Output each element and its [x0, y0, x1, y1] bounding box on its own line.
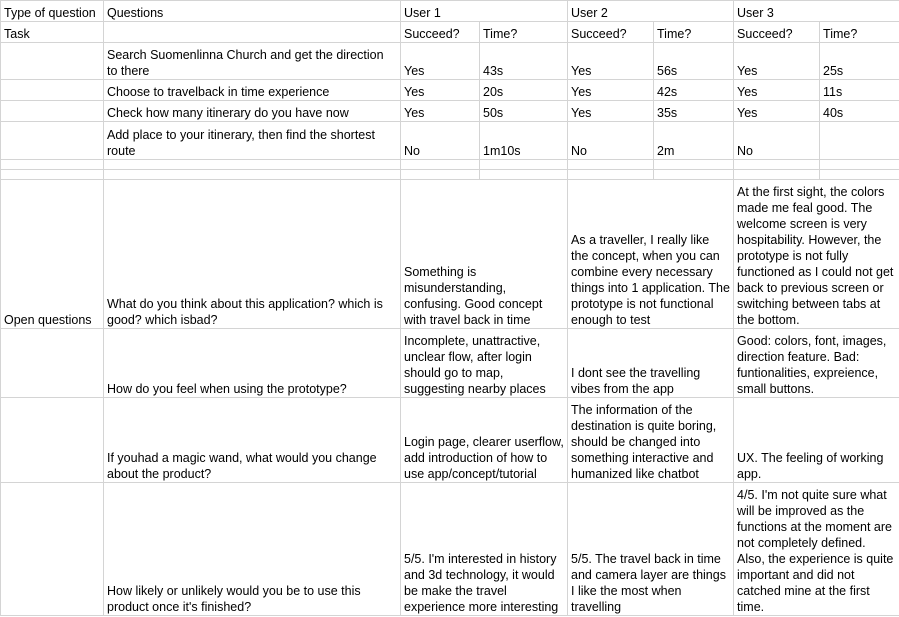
task-question[interactable]: Search Suomenlinna Church and get the direction to there — [104, 43, 401, 80]
u3-succeed-header[interactable]: Succeed? — [734, 22, 820, 43]
empty-cell[interactable] — [1, 80, 104, 101]
u1-answer[interactable]: Login page, clearer userflow, add introduction of how to use app/concept/tutorial — [401, 398, 568, 483]
type-of-question-header[interactable]: Type of question — [1, 1, 104, 22]
u2-answer[interactable]: As a traveller, I really like the concept, when you can combine every necessary things into 1 application. The prototype is not functional enough to test — [568, 180, 734, 329]
u1-time[interactable]: 43s — [480, 43, 568, 80]
empty-cell[interactable] — [568, 170, 654, 180]
u3-time-header[interactable]: Time? — [820, 22, 899, 43]
u1-succeed[interactable]: Yes — [401, 80, 480, 101]
open-question[interactable]: If youhad a magic wand, what would you change about the product? — [104, 398, 401, 483]
task-row — [1, 80, 899, 101]
empty-cell[interactable] — [1, 329, 104, 398]
u2-succeed[interactable]: Yes — [568, 101, 654, 122]
empty-cell[interactable] — [1, 483, 104, 616]
empty-cell[interactable] — [820, 160, 899, 170]
u2-succeed[interactable]: Yes — [568, 80, 654, 101]
u2-succeed[interactable]: No — [568, 122, 654, 160]
u2-answer[interactable]: I dont see the travelling vibes from the app — [568, 329, 734, 398]
empty-cell[interactable] — [480, 170, 568, 180]
u1-succeed[interactable]: Yes — [401, 43, 480, 80]
u3-succeed[interactable]: Yes — [734, 101, 820, 122]
empty-cell[interactable] — [734, 170, 820, 180]
task-row — [1, 122, 899, 160]
open-question-row — [1, 483, 899, 616]
open-question[interactable]: How likely or unlikely would you be to use this product once it's finished? — [104, 483, 401, 616]
u2-time[interactable]: 2m — [654, 122, 734, 160]
empty-cell[interactable] — [1, 101, 104, 122]
empty-cell[interactable] — [1, 398, 104, 483]
open-question-row — [1, 398, 899, 483]
u2-time[interactable]: 35s — [654, 101, 734, 122]
u3-time[interactable]: 11s — [820, 80, 899, 101]
u2-succeed[interactable]: Yes — [568, 43, 654, 80]
u3-succeed[interactable]: Yes — [734, 43, 820, 80]
u1-time-header[interactable]: Time? — [480, 22, 568, 43]
empty-cell[interactable] — [654, 170, 734, 180]
empty-cell[interactable] — [1, 122, 104, 160]
open-question-row — [1, 180, 899, 329]
u2-time[interactable]: 42s — [654, 80, 734, 101]
open-question-row — [1, 329, 899, 398]
u3-answer[interactable]: Good: colors, font, images, direction feature. Bad: funtionalities, expreience, small buttons. — [734, 329, 899, 398]
u2-answer[interactable]: 5/5. The travel back in time and camera layer are things I like the most when travelling — [568, 483, 734, 616]
empty-cell[interactable] — [401, 160, 480, 170]
u1-succeed-header[interactable]: Succeed? — [401, 22, 480, 43]
u2-time[interactable]: 56s — [654, 43, 734, 80]
empty-cell[interactable] — [1, 160, 104, 170]
u3-time[interactable]: 40s — [820, 101, 899, 122]
u1-time[interactable]: 50s — [480, 101, 568, 122]
empty-cell[interactable] — [104, 22, 401, 43]
empty-cell[interactable] — [820, 170, 899, 180]
u2-succeed-header[interactable]: Succeed? — [568, 22, 654, 43]
questions-header[interactable]: Questions — [104, 1, 401, 22]
empty-cell[interactable] — [568, 160, 654, 170]
task-question[interactable]: Check how many itinerary do you have now — [104, 101, 401, 122]
u1-answer[interactable]: 5/5. I'm interested in history and 3d technology, it would be make the travel experience more interesting — [401, 483, 568, 616]
user-1-header[interactable]: User 1 — [401, 1, 568, 22]
u2-time-header[interactable]: Time? — [654, 22, 734, 43]
empty-cell[interactable] — [104, 160, 401, 170]
u1-time[interactable]: 1m10s — [480, 122, 568, 160]
open-questions-label[interactable]: Open questions — [1, 180, 104, 329]
empty-cell[interactable] — [1, 43, 104, 80]
u3-answer[interactable]: 4/5. I'm not quite sure what will be improved as the functions at the moment are not completely defined. Also, the experience is quite important and did not catched mine at the first time. — [734, 483, 899, 616]
header-row-users — [1, 1, 899, 22]
u1-answer[interactable]: Incomplete, unattractive, unclear flow, after login should go to map, suggesting nearby places — [401, 329, 568, 398]
user-3-header[interactable]: User 3 — [734, 1, 899, 22]
u1-succeed[interactable]: No — [401, 122, 480, 160]
empty-cell[interactable] — [104, 170, 401, 180]
u3-answer[interactable]: UX. The feeling of working app. — [734, 398, 899, 483]
spacer-row — [1, 160, 899, 170]
u3-time[interactable] — [820, 122, 899, 160]
task-row — [1, 101, 899, 122]
u3-succeed[interactable]: Yes — [734, 80, 820, 101]
u1-answer[interactable]: Something is misunderstanding, confusing. Good concept with travel back in time — [401, 180, 568, 329]
open-question[interactable]: How do you feel when using the prototype? — [104, 329, 401, 398]
task-question[interactable]: Add place to your itinerary, then find the shortest route — [104, 122, 401, 160]
empty-cell[interactable] — [654, 160, 734, 170]
empty-cell[interactable] — [1, 170, 104, 180]
task-header[interactable]: Task — [1, 22, 104, 43]
empty-cell[interactable] — [401, 170, 480, 180]
u1-succeed[interactable]: Yes — [401, 101, 480, 122]
empty-cell[interactable] — [734, 160, 820, 170]
task-question[interactable]: Choose to travelback in time experience — [104, 80, 401, 101]
u2-answer[interactable]: The information of the destination is quite boring, should be changed into something interactive and humanized like chatbot — [568, 398, 734, 483]
spacer-row — [1, 170, 899, 180]
open-question[interactable]: What do you think about this application? which is good? which isbad? — [104, 180, 401, 329]
task-row — [1, 43, 899, 80]
empty-cell[interactable] — [480, 160, 568, 170]
user-2-header[interactable]: User 2 — [568, 1, 734, 22]
u3-succeed[interactable]: No — [734, 122, 820, 160]
u1-time[interactable]: 20s — [480, 80, 568, 101]
header-row-metrics — [1, 22, 899, 43]
u3-answer[interactable]: At the first sight, the colors made me feal good. The welcome screen is very hospitability. However, the prototype is not fully functioned as I could not get back to previous screen or switching between tabs at the bottom. — [734, 180, 899, 329]
u3-time[interactable]: 25s — [820, 43, 899, 80]
